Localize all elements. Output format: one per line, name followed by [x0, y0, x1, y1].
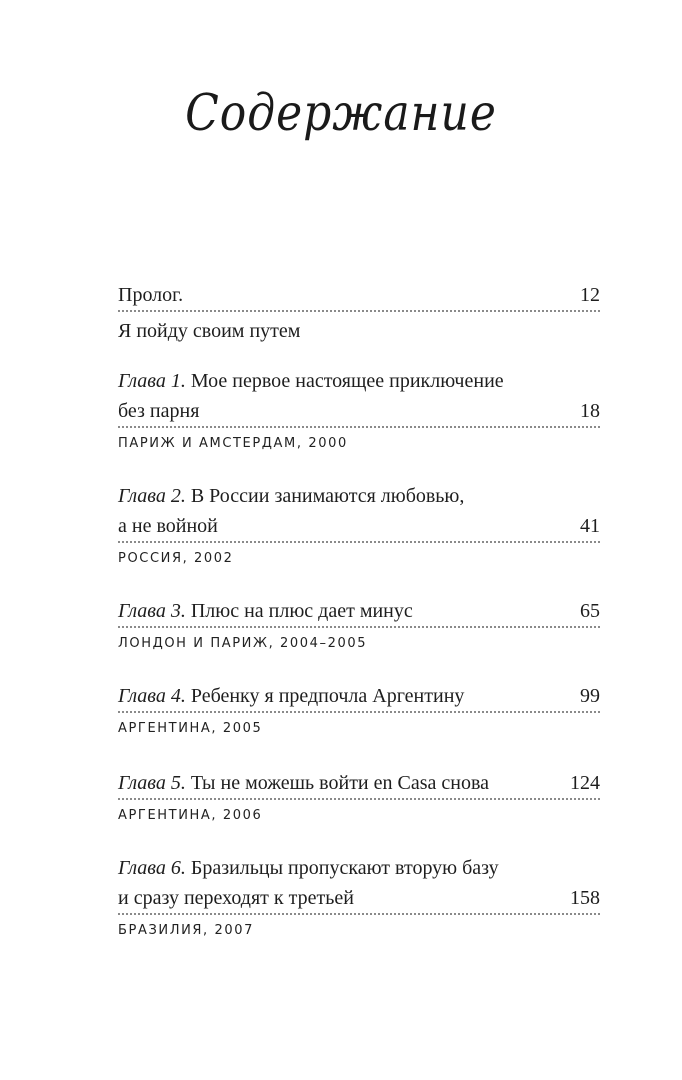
toc-page-number: 65 [580, 600, 600, 622]
toc-entry-line [118, 883, 600, 915]
toc-entry-title: Бразильцы пропускают вторую базу [185, 857, 499, 879]
toc-entry-place: РОССИЯ, 2002 [118, 551, 234, 566]
toc-entry-line [118, 681, 600, 713]
toc-entry-title-continued: а не войной [118, 515, 218, 537]
toc-entry-chapter-2[interactable] [118, 481, 600, 566]
toc-entry-title-continued: без парня [118, 400, 200, 422]
toc-entry-place: ЛОНДОН И ПАРИЖ, 2004–2005 [118, 636, 368, 651]
chapter-label: Глава 2. [118, 485, 186, 507]
toc-entry-line [118, 511, 600, 543]
toc-entry-subtitle: Я пойду своим путем [118, 320, 301, 342]
toc-entry-line [118, 596, 600, 628]
toc-entry-title: Плюс на плюс дает минус [185, 600, 413, 622]
toc-entry-title: Ты не можешь войти en Casa снова [185, 772, 490, 794]
toc-page-number: 12 [580, 284, 600, 306]
chapter-label: Глава 6. [118, 857, 186, 879]
toc-entry-title: Ребенку я предпочла Аргентину [185, 685, 465, 707]
toc-entry-title: Пролог. [118, 284, 184, 306]
toc-entry-title: В России занимаются любовью, [185, 485, 465, 507]
page-title: Содержание [185, 84, 497, 143]
toc-page-number: 158 [570, 887, 600, 909]
chapter-label: Глава 1. [118, 370, 186, 392]
toc-entry-place: БРАЗИЛИЯ, 2007 [118, 923, 254, 938]
toc-entry-subtitle-line [118, 316, 600, 346]
toc-entry-place: АРГЕНТИНА, 2006 [118, 808, 263, 823]
toc-entry-chapter-1[interactable] [118, 366, 600, 451]
chapter-label: Глава 5. [118, 772, 186, 794]
toc-entry-title-continued: и сразу переходят к третьей [118, 887, 354, 909]
toc-page-number: 99 [580, 685, 600, 707]
toc-page-number: 41 [580, 515, 600, 537]
chapter-label: Глава 4. [118, 685, 186, 707]
toc-entry-chapter-3[interactable] [118, 596, 600, 651]
toc-entry-line [118, 768, 600, 800]
toc-page-number: 18 [580, 400, 600, 422]
toc-entry-chapter-4[interactable] [118, 681, 600, 736]
chapter-label: Глава 3. [118, 600, 186, 622]
toc-entry-line [118, 396, 600, 428]
toc-page-number: 124 [570, 772, 600, 794]
toc-entry-chapter-5[interactable] [118, 768, 600, 823]
toc-entry-line [118, 481, 600, 511]
toc-entry-prologue[interactable] [118, 280, 600, 346]
toc-entry-place: АРГЕНТИНА, 2005 [118, 721, 263, 736]
toc-entry-chapter-6[interactable] [118, 853, 600, 938]
toc-entry-line [118, 280, 600, 312]
toc-entry-place: ПАРИЖ И АМСТЕРДАМ, 2000 [118, 436, 348, 451]
toc-entry-line [118, 853, 600, 883]
toc-entry-line [118, 366, 600, 396]
toc-entry-title: Мое первое настоящее приключение [185, 370, 504, 392]
